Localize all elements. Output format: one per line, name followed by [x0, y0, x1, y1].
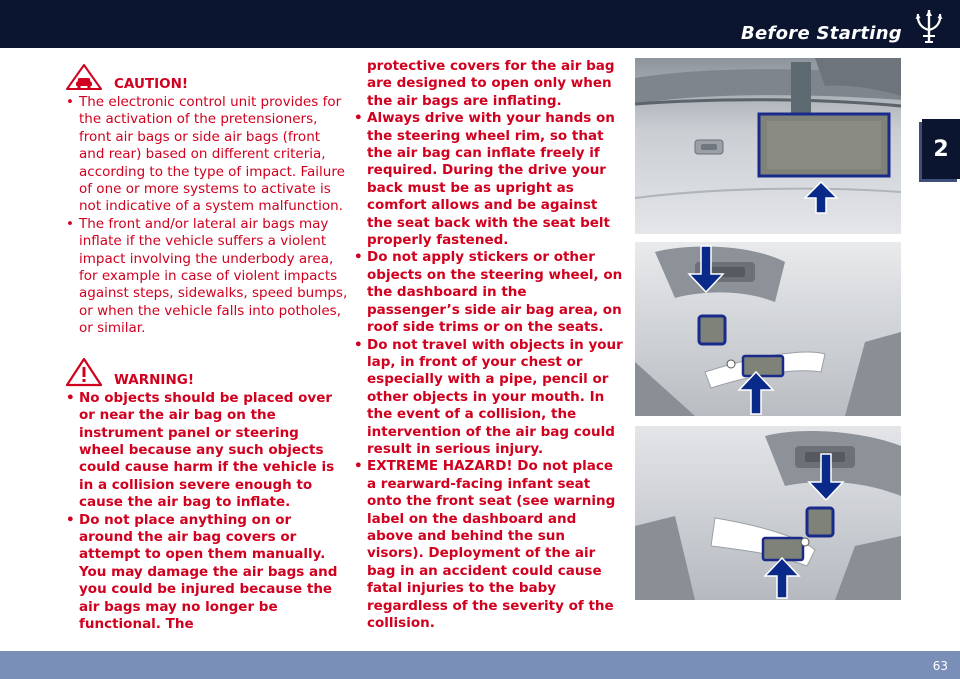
- list-item: • The electronic control unit provides for the activation of the pretensioners, front air bags or side air bags (front and rear) based on different criteria, according to the type of impact. Failure of one or more systems to activate is not indicative of a system malfunction.: [64, 94, 348, 216]
- warning-title: WARNING!: [114, 371, 194, 388]
- list-item-continuation: protective covers for the air bag are designed to open only when the air bags are inflating.: [367, 58, 615, 109]
- caution-list: [64, 94, 348, 338]
- list-item: • EXTREME HAZARD! Do not place a rearward-facing infant seat onto the front seat (see warning label on the dashboard and above and behind the sun visors). Deployment of the air bag in an accident could cause fatal injuries to the baby regardless of the severity of the collision.: [352, 458, 624, 632]
- caution-heading: [64, 62, 348, 92]
- sun-visor-illustration-right: [635, 426, 901, 600]
- car-caution-icon: [64, 62, 104, 92]
- page-number: 63: [932, 659, 948, 673]
- warning-list-continued: [352, 58, 624, 632]
- list-item: • No objects should be placed over or near the air bag on the instrument panel or steering wheel because any such objects could cause harm if the vehicle is in a collision severe enough to cause the air bag to inflate.: [64, 390, 348, 512]
- list-item: • The front and/or lateral air bags may inflate if the vehicle suffers a violent impact involving the underbody area, for example in case of violent impacts against steps, sidewalks, speed bumps, or when the vehicle falls into potholes, or similar.: [64, 216, 348, 338]
- chapter-tab[interactable]: 2: [922, 119, 960, 179]
- list-item: • Always drive with your hands on the steering wheel rim, so that the air bag can inflate freely if required. During the drive your back must be as upright as comfort allows and be against the seat back with the seat belt properly fastened.: [352, 110, 624, 249]
- warning-triangle-icon: [64, 356, 104, 388]
- warning-list: [64, 390, 348, 634]
- page-header: [0, 0, 960, 48]
- caution-title: CAUTION!: [114, 76, 189, 92]
- page-footer: [0, 651, 960, 679]
- list-item: • Do not travel with objects in your lap, in front of your chest or especially with a pipe, pencil or other objects in your mouth. In the event of a collision, the intervention of the air bag could result in serious injury.: [352, 337, 624, 459]
- warning-heading: [64, 356, 348, 388]
- list-item: • Do not apply stickers or other objects on the steering wheel, on the dashboard in the passenger’s side air bag area, on roof side trims or on the seats.: [352, 249, 624, 336]
- warning-block: [64, 356, 348, 634]
- section-title: Before Starting: [740, 23, 902, 44]
- list-item: • Do not place anything on or around the air bag covers or attempt to open them manually. You may damage the air bags and you could be injured because the air bags may no longer be functional. The: [64, 512, 348, 634]
- trident-logo-icon: [912, 6, 946, 46]
- column-left: [64, 62, 348, 633]
- dashboard-label-illustration: [635, 58, 901, 234]
- sun-visor-illustration-left: [635, 242, 901, 416]
- column-middle: [352, 58, 624, 632]
